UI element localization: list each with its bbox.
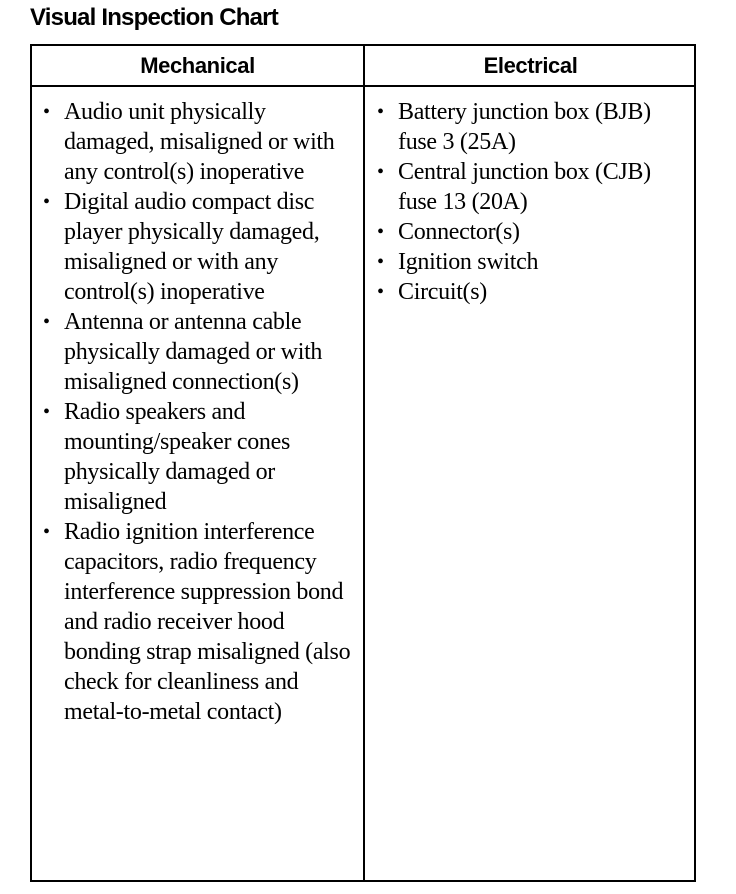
inspection-table	[30, 44, 696, 882]
mechanical-list	[40, 97, 358, 727]
bullet-icon: •	[377, 251, 384, 273]
list-item-text: Radio speakers and mounting/speaker cones physically damaged or misaligned	[64, 399, 291, 515]
list-item-text: Digital audio compact disc player physically damaged, misaligned or with any control(s) inoperative	[64, 189, 320, 305]
electrical-header: Electrical	[483, 53, 578, 78]
bullet-icon: •	[43, 521, 50, 543]
list-item	[374, 217, 692, 247]
header-divider	[32, 85, 694, 87]
list-item	[40, 97, 358, 187]
bullet-icon: •	[43, 401, 50, 423]
list-item-text: Radio ignition interference capacitors, radio frequency interference suppression bond and radio receiver hood bonding strap misaligned (also check for cleanliness and metal-to-metal contact)	[64, 519, 351, 725]
chart-title: Visual Inspection Chart	[30, 4, 278, 31]
list-item	[374, 277, 692, 307]
list-item-text: Connector(s)	[398, 219, 520, 245]
list-item	[40, 307, 358, 397]
bullet-icon: •	[377, 101, 384, 123]
list-item	[374, 247, 692, 277]
bullet-icon: •	[377, 221, 384, 243]
bullet-icon: •	[377, 161, 384, 183]
bullet-icon: •	[43, 311, 50, 333]
list-item-text: Central junction box (CJB) fuse 13 (20A)	[398, 159, 651, 215]
list-item	[374, 97, 692, 157]
bullet-icon: •	[43, 101, 50, 123]
electrical-list	[374, 97, 692, 307]
column-divider	[363, 46, 365, 880]
list-item	[40, 517, 358, 727]
mechanical-header: Mechanical	[140, 53, 255, 78]
bullet-icon: •	[43, 191, 50, 213]
list-item-text: Battery junction box (BJB) fuse 3 (25A)	[398, 99, 651, 155]
list-item	[40, 397, 358, 517]
list-item-text: Audio unit physically damaged, misaligned or with any control(s) inoperative	[64, 99, 335, 185]
list-item-text: Ignition switch	[398, 249, 539, 275]
list-item	[374, 157, 692, 217]
list-item-text: Circuit(s)	[398, 279, 487, 305]
list-item-text: Antenna or antenna cable physically damaged or with misaligned connection(s)	[64, 309, 323, 395]
list-item	[40, 187, 358, 307]
bullet-icon: •	[377, 281, 384, 303]
